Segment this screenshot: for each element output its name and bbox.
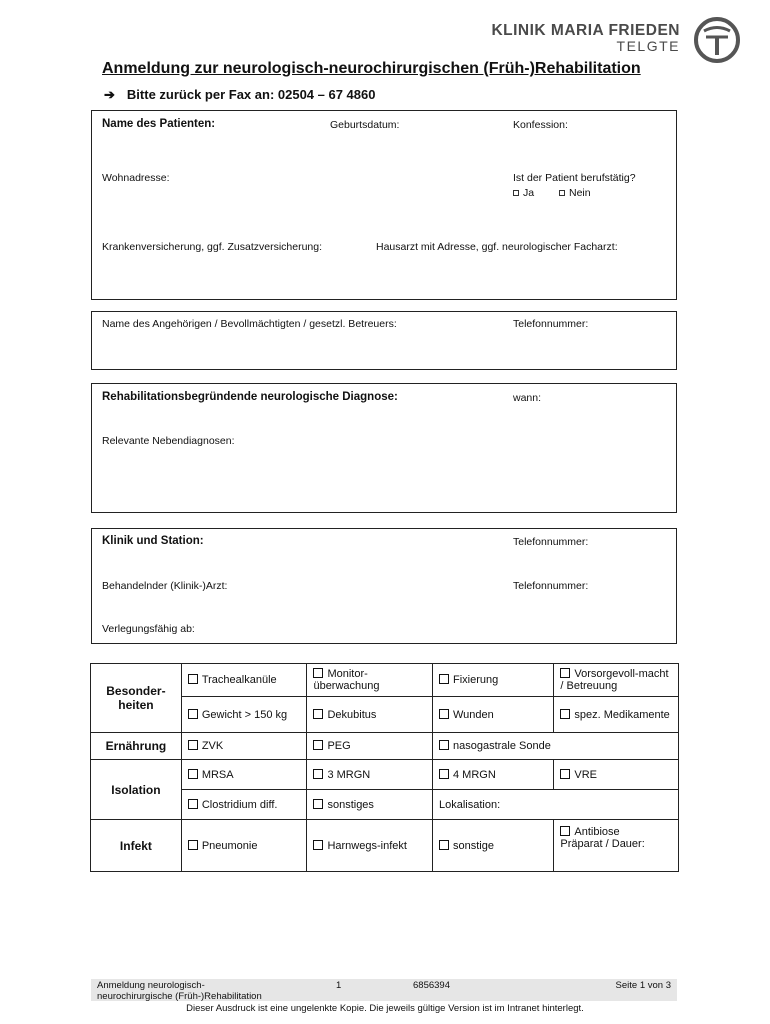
page-title: Anmeldung zur neurologisch-neurochirurgischen (Früh-)Rehabilitation — [102, 60, 641, 77]
option-label: sonstiges — [327, 798, 374, 811]
option-vre[interactable] — [554, 760, 679, 790]
patient-name-label[interactable]: Name des Patienten: — [102, 118, 216, 130]
option-pneumonie[interactable] — [181, 820, 307, 872]
option-sonstige[interactable] — [433, 820, 554, 872]
clinic-station-label[interactable]: Klinik und Station: — [102, 535, 204, 547]
option-clostridium[interactable] — [181, 790, 307, 820]
option-label: spez. Medikamente — [574, 708, 670, 721]
checkbox-icon[interactable] — [439, 740, 449, 750]
option-3mrgn[interactable] — [307, 760, 433, 790]
option-label: 3 MRGN — [327, 768, 371, 781]
option-gewicht[interactable] — [181, 697, 307, 733]
checkbox-icon[interactable] — [188, 769, 198, 779]
option-sonstiges[interactable] — [307, 790, 433, 820]
relative-name-label[interactable]: Name des Angehörigen / Bevollmächtigten / gesetzl. Betreuers: — [102, 318, 397, 330]
option-zvk[interactable] — [181, 733, 307, 760]
option-label: PEG — [327, 740, 351, 752]
employed-yes-option[interactable] — [513, 187, 534, 199]
insurance-label[interactable]: Krankenversicherung, ggf. Zusatzversicherung: — [102, 241, 323, 253]
checkbox-icon[interactable] — [313, 769, 323, 779]
option-monitor[interactable] — [307, 664, 433, 697]
footer-doc-title-1: Anmeldung neurologisch- — [97, 980, 205, 991]
no-label: Nein — [569, 187, 591, 199]
option-label: Monitor-überwachung — [313, 668, 380, 692]
doctor-phone-label[interactable]: Telefonnummer: — [513, 580, 589, 592]
row-header-isolation: Isolation — [91, 760, 182, 820]
option-label: Harnwegs-infekt — [327, 839, 407, 852]
checkbox-icon[interactable] — [439, 709, 449, 719]
option-label: Pneumonie — [201, 839, 258, 852]
birthdate-label[interactable]: Geburtsdatum: — [330, 119, 400, 131]
option-label: ZVK — [201, 740, 224, 752]
checkbox-icon[interactable] — [313, 740, 323, 750]
footer-disclaimer: Dieser Ausdruck ist eine ungelenkte Kopie. Die jeweils gültige Version ist im Intranet hinterlegt. — [186, 1003, 584, 1014]
checkbox-icon[interactable] — [560, 769, 570, 779]
lokalisation-field[interactable]: Lokalisation: — [433, 790, 679, 820]
relative-section — [91, 311, 677, 370]
doctor-label[interactable]: Behandelnder (Klinik-)Arzt: — [102, 580, 228, 592]
option-vorsorge[interactable] — [554, 664, 679, 697]
special-conditions-table — [90, 663, 679, 872]
footer-page-number: Seite 1 von 3 — [615, 980, 671, 991]
checkbox-icon[interactable] — [560, 709, 570, 719]
option-dekubitus[interactable] — [307, 697, 433, 733]
option-mrsa[interactable] — [181, 760, 307, 790]
option-label: Wunden — [453, 708, 494, 721]
praeparat-label: Präparat / Dauer: — [560, 838, 645, 850]
footer-doc-id: 6856394 — [413, 980, 450, 991]
row-header-besonderheiten: Besonder-heiten — [91, 664, 182, 733]
option-label: Vorsorgevoll-macht / Betreuung — [560, 668, 669, 692]
employed-no-option[interactable] — [559, 187, 591, 199]
checkbox-icon[interactable] — [188, 709, 198, 719]
clinic-section — [91, 528, 677, 644]
footer-doc-title-2: neurochirurgische (Früh-)Rehabilitation — [97, 991, 262, 1002]
footer-version: 1 — [336, 980, 342, 991]
checkbox-icon[interactable] — [559, 190, 565, 196]
option-wunden[interactable] — [433, 697, 554, 733]
transfer-date-label[interactable]: Verlegungsfähig ab: — [102, 623, 195, 635]
clinic-logo-place: TELGTE — [616, 38, 680, 54]
checkbox-icon[interactable] — [313, 668, 323, 678]
confession-label[interactable]: Konfession: — [513, 119, 568, 131]
option-label: Trachealkanüle — [201, 674, 277, 686]
checkbox-icon[interactable] — [439, 769, 449, 779]
option-label: 4 MRGN — [453, 768, 496, 781]
checkbox-icon[interactable] — [188, 674, 198, 684]
relative-phone-label[interactable]: Telefonnummer: — [513, 318, 589, 330]
option-harnwegsinfekt[interactable] — [307, 820, 433, 872]
footer-bar — [91, 979, 677, 1001]
gp-label[interactable]: Hausarzt mit Adresse, ggf. neurologischer Facharzt: — [376, 241, 618, 253]
secondary-diagnoses-label[interactable]: Relevante Nebendiagnosen: — [102, 435, 235, 447]
checkbox-icon[interactable] — [188, 740, 198, 750]
fax-instruction — [104, 87, 375, 103]
option-label: Gewicht > 150 kg — [201, 708, 288, 721]
option-spez-medikamente[interactable] — [554, 697, 679, 733]
checkbox-icon[interactable] — [439, 840, 449, 850]
option-label: Fixierung — [453, 674, 499, 686]
option-sonde[interactable] — [433, 733, 679, 760]
checkbox-icon[interactable] — [313, 840, 323, 850]
checkbox-icon[interactable] — [513, 190, 519, 196]
checkbox-icon[interactable] — [188, 799, 198, 809]
option-label: Clostridium diff. — [201, 798, 278, 811]
option-label: nasogastrale Sonde — [453, 740, 551, 752]
option-label: Antibiose — [574, 826, 620, 838]
diagnosis-section — [91, 383, 677, 513]
arrow-right-icon: ➔ — [104, 87, 115, 102]
fax-text: Bitte zurück per Fax an: 02504 – 67 4860 — [126, 87, 376, 102]
option-trachealkanuele[interactable] — [181, 664, 307, 697]
option-label: MRSA — [201, 768, 234, 781]
clinic-logo-name: KLINIK MARIA FRIEDEN — [491, 22, 680, 39]
row-header-ernaehrung: Ernährung — [91, 733, 182, 760]
clinic-logo-icon — [692, 15, 742, 65]
checkbox-icon[interactable] — [188, 840, 198, 850]
option-4mrgn[interactable] — [433, 760, 554, 790]
checkbox-icon[interactable] — [560, 668, 570, 678]
option-label: Dekubitus — [327, 708, 377, 721]
option-fixierung[interactable] — [433, 664, 554, 697]
option-peg[interactable] — [307, 733, 433, 760]
option-label: VRE — [574, 768, 598, 781]
employed-question: Ist der Patient berufstätig? — [513, 172, 636, 184]
main-diagnosis-label[interactable]: Rehabilitationsbegründende neurologische Diagnose: — [102, 391, 398, 403]
checkbox-icon[interactable] — [313, 799, 323, 809]
yes-label: Ja — [523, 187, 535, 199]
row-header-infekt: Infekt — [91, 820, 182, 872]
clinic-phone-label[interactable]: Telefonnummer: — [513, 536, 589, 548]
checkbox-icon[interactable] — [313, 709, 323, 719]
patient-section — [91, 110, 677, 300]
checkbox-icon[interactable] — [439, 674, 449, 684]
checkbox-icon[interactable] — [560, 826, 570, 836]
option-antibiose[interactable] — [554, 820, 679, 872]
address-label[interactable]: Wohnadresse: — [102, 172, 170, 184]
diagnosis-when-label[interactable]: wann: — [513, 392, 542, 404]
option-label: sonstige — [453, 839, 494, 852]
